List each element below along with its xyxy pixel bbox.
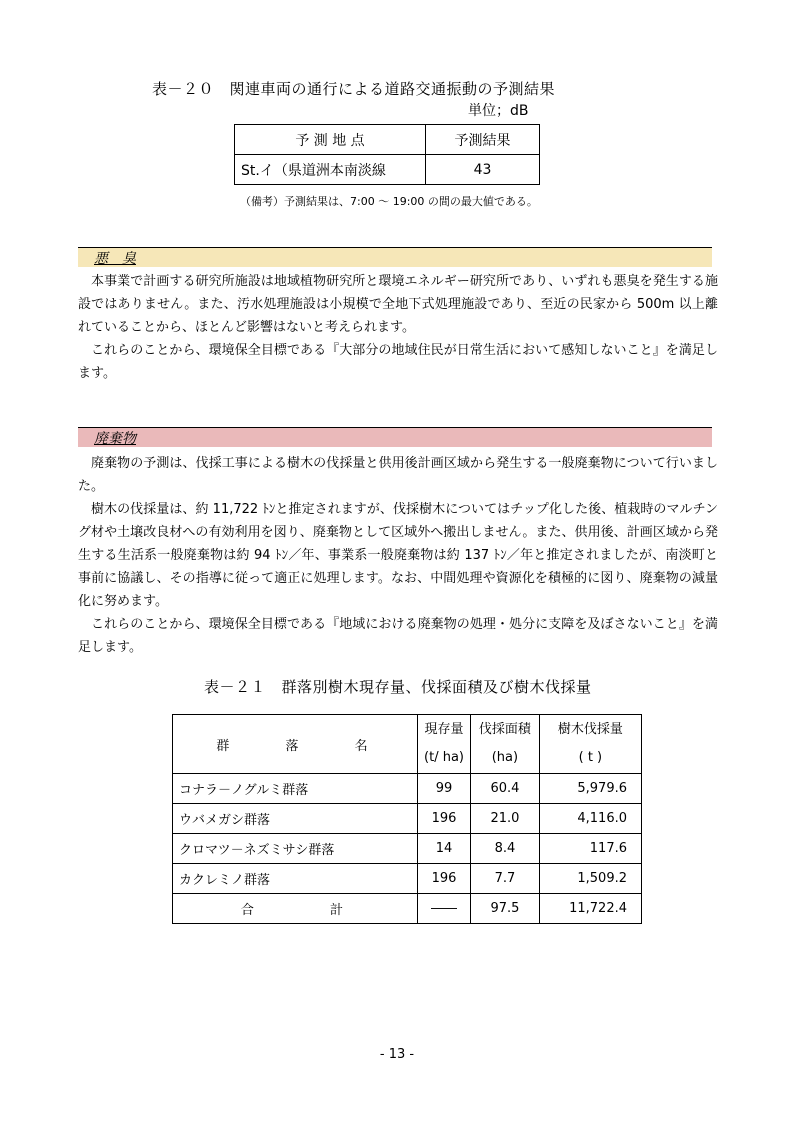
header-stock-label: 現存量 [424, 722, 464, 737]
cell-total-label: 合 計 [173, 894, 418, 924]
header-felling-label: 樹木伐採量 [557, 722, 623, 737]
paragraph: これらのことから、環境保全目標である『大部分の地域住民が日常生活において感知しないこと』を満足します。 [78, 343, 718, 381]
cell-area: 21.0 [471, 804, 540, 834]
table-header-row [173, 715, 642, 774]
cell-name: ウバメガシ群落 [173, 804, 418, 834]
paragraph: 樹木の伐採量は、約 11,722 ﾄﾝと推定されますが、伐採樹木についてはチップ化した後、植栽時のマルチング材や土壌改良材への有効利用を図り、廃棄物として区域外へ搬出しません。また、供用後、計画区域から発生する生活系一般廃棄物は約 94 ﾄﾝ／年、事業系一般廃棄物は約 137 ﾄﾝ／年と推定されましたが、南淡町と事前に協議し、その指導に従って適正に処理します。なお、中間処理や資源化を積極的に図り、廃棄物の減量化に努めます。 [78, 502, 718, 609]
header-area-label: 伐採面積 [478, 722, 531, 737]
paragraph: 本事業で計画する研究所施設は地域植物研究所と環境エネルギー研究所であり、いずれも悪臭を発生する施設ではありません。また、汚水処理施設は小規模で全地下式処理施設であり、至近の民家から 500m 以上離れていることから、ほとんど影響はないと考えられます。 [78, 274, 718, 335]
cell-felling: 4,116.0 [539, 804, 641, 834]
heading-band [78, 248, 712, 267]
cell-total-felling: 11,722.4 [539, 894, 641, 924]
table20-note: （備考）予測結果は、7:00 ～ 19:00 の間の最大値である。 [240, 195, 538, 208]
header-result: 予測結果 [426, 125, 540, 155]
cell-result: 43 [426, 155, 540, 185]
table-row [173, 834, 642, 864]
section-heading-waste [78, 427, 712, 447]
table-total-row [173, 894, 642, 924]
cell-location: St.イ（県道洲本南淡線 [235, 155, 426, 185]
cell-stock: 99 [418, 774, 471, 804]
table-row [235, 155, 540, 185]
header-felling-unit: ( t ) [578, 750, 603, 765]
table-row [173, 804, 642, 834]
paragraph: これらのことから、環境保全目標である『地域における廃棄物の処理・処分に支障を及ぼさないこと』を満足します。 [78, 617, 718, 655]
table20-unit: 単位；dB [468, 103, 529, 119]
cell-area: 60.4 [471, 774, 540, 804]
cell-felling: 1,509.2 [539, 864, 641, 894]
cell-area: 8.4 [471, 834, 540, 864]
cell-felling: 117.6 [539, 834, 641, 864]
page-number: - 13 - [379, 1047, 415, 1062]
cell-stock: 14 [418, 834, 471, 864]
odor-heading-label: 悪 臭 [94, 251, 136, 267]
header-stock [418, 715, 471, 774]
heading-band [78, 428, 712, 447]
cell-name: クロマツ－ネズミサシ群落 [173, 834, 418, 864]
paragraph: 廃棄物の予測は、伐採工事による樹木の伐採量と供用後計画区域から発生する一般廃棄物について行いました。 [78, 456, 718, 494]
table-header-row [235, 125, 540, 155]
table-row [173, 864, 642, 894]
cell-name: コナラ－ノグルミ群落 [173, 774, 418, 804]
waste-heading-label: 廃棄物 [94, 431, 136, 447]
cell-area: 7.7 [471, 864, 540, 894]
cell-stock: 196 [418, 804, 471, 834]
waste-body [78, 452, 718, 659]
section-heading-odor [78, 247, 712, 267]
header-stock-unit: (t/ ha) [424, 750, 465, 765]
cell-total-area: 97.5 [471, 894, 540, 924]
table20-title: 表－２０ 関連車両の通行による道路交通振動の予測結果 [152, 80, 556, 98]
cell-stock: 196 [418, 864, 471, 894]
header-felling [539, 715, 641, 774]
table21-title: 表－２１ 群落別樹木現存量、伐採面積及び樹木伐採量 [204, 678, 592, 696]
header-community-name: 群 落 名 [173, 715, 418, 774]
header-area-unit: (ha) [491, 750, 519, 765]
cell-name: カクレミノ群落 [173, 864, 418, 894]
header-location: 予 測 地 点 [235, 125, 426, 155]
header-area [471, 715, 540, 774]
cell-total-stock: ―― [418, 894, 471, 924]
table-row [173, 774, 642, 804]
cell-felling: 5,979.6 [539, 774, 641, 804]
table21 [172, 714, 642, 924]
table20 [234, 124, 540, 185]
odor-body [78, 270, 718, 385]
